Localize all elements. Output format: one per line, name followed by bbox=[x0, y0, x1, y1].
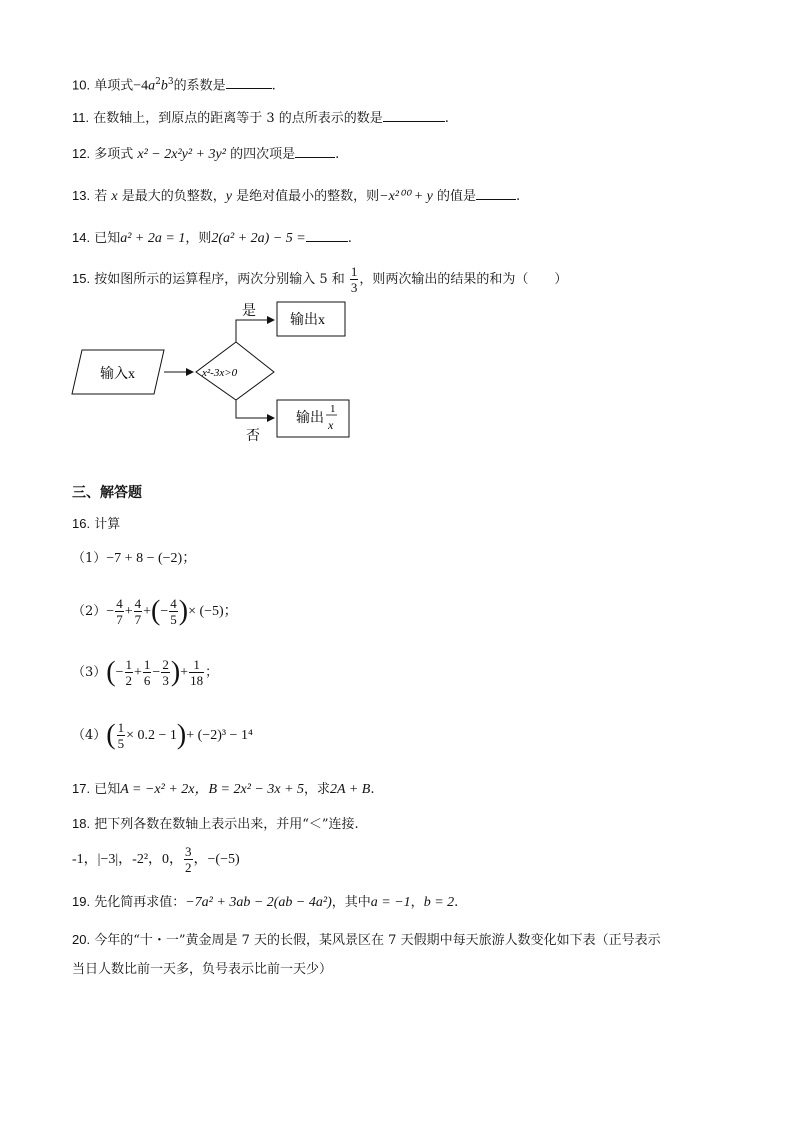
fraction-one-third: $\frac{1}{3}$ bbox=[350, 264, 358, 295]
question-18: 18. 把下列各数在数轴上表示出来，并用“＜”连接. bbox=[72, 816, 359, 832]
svg-text:x: x bbox=[328, 418, 334, 432]
no-label: 否 bbox=[246, 429, 260, 444]
question-11: 11. 在数轴上，到原点的距离等于 3 的点所表示的数是 . bbox=[72, 110, 449, 126]
output-no-label: 输出 bbox=[296, 411, 324, 426]
question-17: 17. 已知A = −x² + 2x，B = 2x² − 3x + 5，求2A + B. bbox=[72, 781, 375, 797]
flowchart bbox=[60, 298, 370, 448]
question-20: 20. 今年的“十・一”黄金周是 7 天的长假，某风景区在 7 天假期中每天旅游人数变化如下表（正号表示 bbox=[72, 932, 661, 948]
section-title: 三、解答题 bbox=[72, 484, 142, 500]
answer-blank[interactable] bbox=[383, 108, 445, 122]
question-10: 10. 单项式$-4a^2b^3$的系数是 . bbox=[72, 77, 276, 94]
input-label: 输入x bbox=[100, 367, 135, 382]
answer-blank[interactable] bbox=[295, 144, 335, 158]
yes-label: 是 bbox=[242, 304, 256, 319]
answer-blank[interactable] bbox=[306, 228, 348, 242]
question-19: 19. 先化简再求值：−7a² + 3ab − 2(ab − 4a²)，其中a = −1，b = 2. bbox=[72, 894, 459, 910]
svg-text:1: 1 bbox=[330, 403, 336, 415]
condition-label: x²-3x>0 bbox=[202, 367, 238, 379]
question-13: 13. 若 x 是最大的负整数，y 是绝对值最小的整数，则−x²⁰⁰ + y 的值是 . bbox=[72, 188, 521, 204]
question-12: 12. 多项式 x² − 2x²y² + 3y² 的四次项是 . bbox=[72, 146, 340, 162]
question-16: 16. 计算 bbox=[72, 516, 121, 532]
q16-part-4: （4）( $\frac{1}{5}$ × 0.2 − 1)+ (−2)³ − 1⁴ bbox=[72, 719, 253, 751]
q16-part-2: （2）− $\frac{4}{7}$ + $\frac{4}{7}$ +(− $\frac{4}{5}$ )× (−5)； bbox=[72, 595, 238, 627]
answer-blank[interactable] bbox=[226, 75, 272, 89]
answer-blank[interactable] bbox=[476, 186, 516, 200]
q16-part-3: （3）(− $\frac{1}{2}$ + $\frac{1}{6}$ − $\frac{2}{3}$ )+ $\frac{1}{18}$ ； bbox=[72, 656, 219, 688]
q16-part-1: （1）−7 + 8 − (−2)； bbox=[72, 551, 197, 566]
output-yes-label: 输出x bbox=[290, 313, 325, 328]
question-15: 15. 按如图所示的运算程序，两次分别输入 5 和 $\frac{1}{3}$ ，则两次输出的结果的和为（ ） bbox=[72, 264, 568, 295]
question-14: 14. 已知a² + 2a = 1，则2(a² + 2a) − 5 = . bbox=[72, 230, 352, 246]
question-20-cont: 当日人数比前一天多，负号表示比前一天少） bbox=[72, 962, 333, 977]
q18-numbers: -1，|−3|，-2²，0， $\frac{3}{2}$ ，−(−5) bbox=[72, 844, 240, 875]
